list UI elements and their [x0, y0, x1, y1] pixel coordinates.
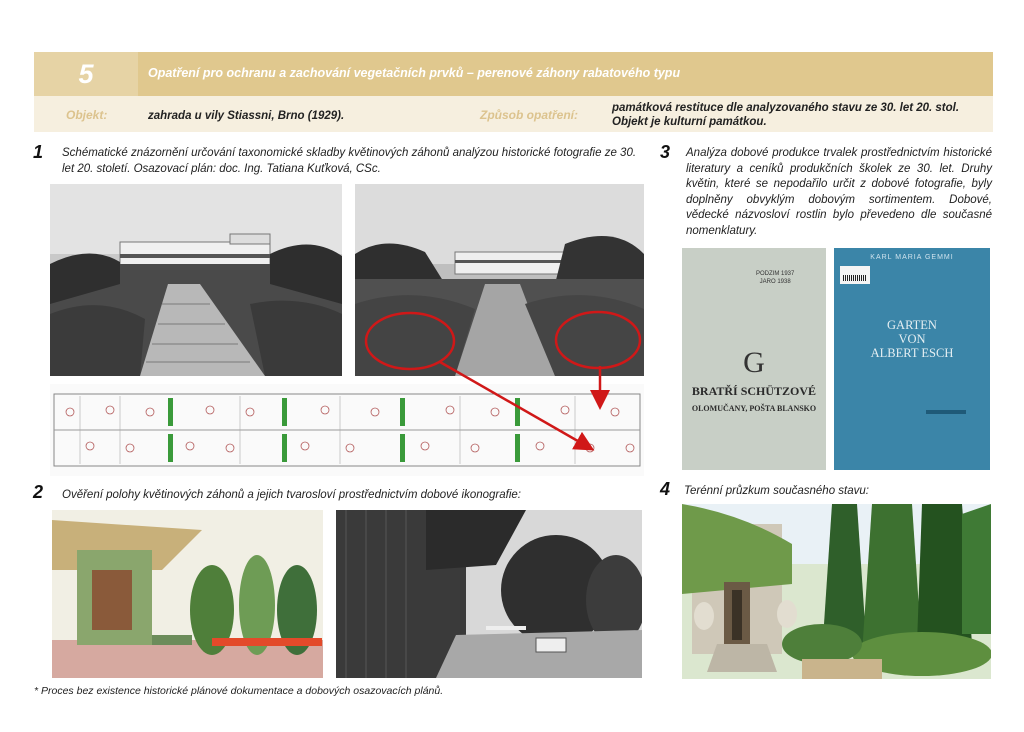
method-label: Způsob opatření: [480, 108, 578, 122]
book2-author: KARL MARIA GEMMI [870, 254, 954, 261]
historic-photo-terrace [336, 510, 642, 678]
section-2-text: Ověření polohy květinových záhonů a jejich tvarosloví prostřednictvím dobové ikonografie: [62, 489, 521, 501]
section-3-text: Analýza dobové produkce trvalek prostřednictvím historické literatury a ceníků produkčních školek ze 30. let. Druhy květin, které se nepodařilo určit z dobové fotografie, byly doplněny obvyklým dobovým sortimentem. Dobové, vědecké názvosloví rostlin bylo převedeno dle současné nomenklatury. [686, 147, 992, 237]
book2-title-line1: GARTEN [887, 318, 937, 332]
book-cover-garten [834, 248, 990, 470]
book1-subtitle: OLOMUČANY, POŠTA BLANSKO [691, 404, 817, 413]
page-title: Opatření pro ochranu a zachování vegetačních prvků – perenové záhony rabatového typu [148, 66, 681, 80]
book1-small-line2: JARO 1938 [759, 279, 791, 285]
book1-small-line1: PODZIM 1937 [756, 271, 795, 277]
method-value [612, 101, 959, 129]
book1-logo: G [743, 346, 765, 379]
object-value: zahrada u vily Stiassni, Brno (1929). [148, 110, 345, 122]
book2-title-line3: ALBERT ESCH [870, 346, 954, 360]
catalogue-cover-schutz [682, 248, 826, 470]
footnote: * Proces bez existence historické plánové dokumentace a dobových osazovacích plánů. [34, 685, 444, 697]
current-garden-photo [682, 504, 991, 679]
section-number: 5 [78, 59, 94, 89]
book1-title: BRATŘÍ SCHÜTZOVÉ [691, 384, 817, 398]
section-3-number: 3 [660, 142, 671, 162]
historic-photo-villa-path [50, 184, 342, 376]
section-4-text: Terénní průzkum současného stavu: [684, 485, 869, 497]
section-1-text: Schématické znázornění určování taxonomické skladby květinových záhonů analýzou historické fotografie ze 30. let 20. století. Osazovací plán: doc. Ing. Tatiana Kuťková, CSc. [62, 147, 637, 175]
section-4-number: 4 [660, 479, 671, 499]
library-barcode-label [840, 266, 870, 284]
connector-arrows [350, 330, 650, 460]
method-value-line2: Objekt je kulturní památkou. [612, 116, 767, 128]
object-label: Objekt: [66, 108, 108, 122]
method-value-line1: památková restituce dle analyzovaného stavu ze 30. let 20. stol. [612, 102, 960, 114]
section-1-number: 1 [33, 142, 44, 162]
book2-title-line2: VON [898, 332, 926, 346]
section-2-number: 2 [33, 482, 44, 502]
book2-imprint [926, 410, 966, 414]
historic-painting [52, 510, 323, 678]
